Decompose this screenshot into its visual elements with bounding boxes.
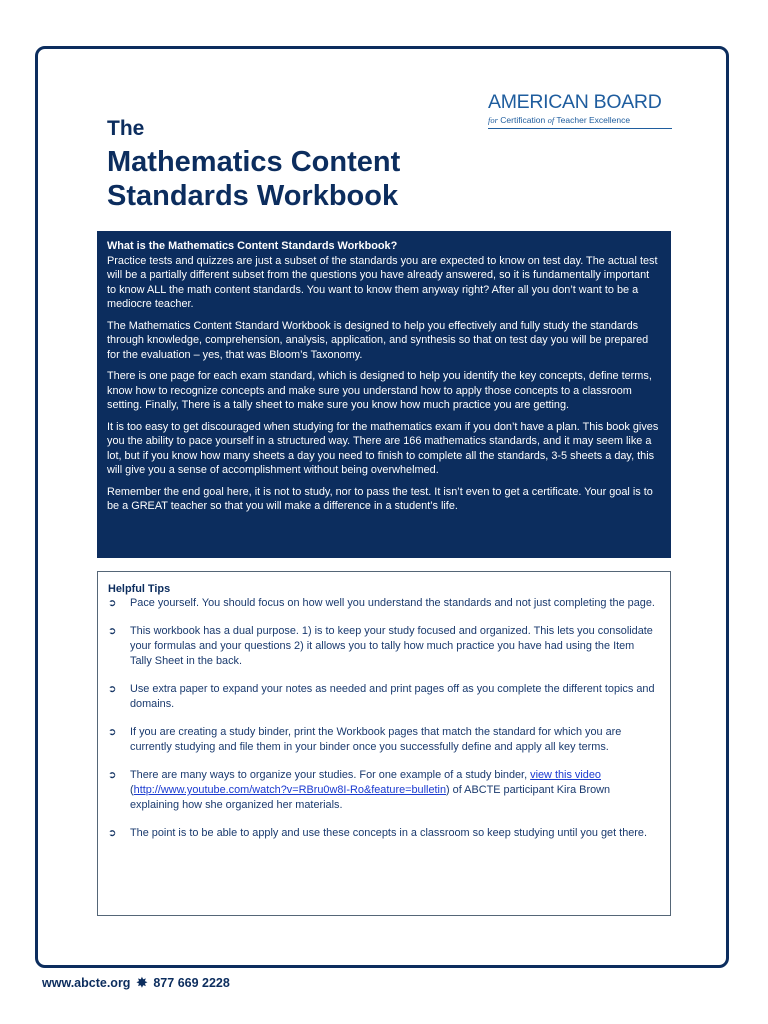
tip-item (108, 682, 658, 712)
intro-heading: What is the Mathematics Content Standards Workbook? (107, 240, 398, 252)
title-prefix: The (107, 117, 145, 140)
american-board-logo (488, 92, 676, 129)
tip-item (108, 826, 658, 841)
intro-paragraph: The Mathematics Content Standard Workbook is designed to help you effectively and fully study the standards through knowledge, comprehension, analysis, application, and synthesis so that on test day you will be prepared for the evaluation – yes, that was Bloom’s Taxonomy. (107, 319, 649, 361)
page-title: Mathematics Content Standards Workbook (107, 146, 401, 212)
tips-heading: Helpful Tips (108, 583, 171, 595)
tip-item (108, 725, 658, 755)
footer (42, 975, 230, 991)
arrow-bullet-icon: ➲ (108, 626, 117, 637)
intro-box (97, 231, 671, 558)
tip-item (108, 624, 658, 669)
arrow-bullet-icon: ➲ (108, 828, 117, 839)
intro-paragraph: Practice tests and quizzes are just a subset of the standards you are expected to know on test day. The actual test will be a partially different subset from the questions you have already answered, so it is fundamentally important to know ALL the math content standards. You want to know them anyway right? After all you don’t want to be a mediocre teacher. (107, 254, 658, 310)
intro-paragraph: It is too easy to get discouraged when studying for the mathematics exam if you don’t have a plan. This book gives you the ability to pace yourself in a structured way. There are 166 mathematics standards, and it may seem like a lot, but if you know how many sheets a day you need to finish to complete all the standards, 3-5 sheets a day, this will give you a sense of accomplishment without being overwhelmed. (107, 420, 659, 476)
logo-of: of (547, 115, 555, 125)
tip-paren-open: ( (130, 784, 134, 796)
tips-list (108, 596, 658, 841)
tip-text-before-link: There are many ways to organize your studies. For one example of a study binder, (130, 769, 531, 781)
footer-phone: 877 669 2228 (153, 976, 230, 990)
tip-text: If you are creating a study binder, print the Workbook pages that match the standard for which you are currently studying and file them in your binder once you successfully define and apply all key terms. (130, 726, 622, 753)
tip-text: Pace yourself. You should focus on how well you understand the standards and not just completing the page. (130, 597, 655, 609)
logo-teacher-excellence: Teacher Excellence (556, 115, 631, 125)
arrow-bullet-icon: ➲ (108, 770, 117, 781)
tip-text-after-link: ) of ABCTE participant Kira Brown explaining how she organized her materials. (130, 784, 611, 811)
footer-website: www.abcte.org (42, 976, 131, 990)
view-video-link[interactable]: view this video (530, 769, 601, 781)
tip-text: Use extra paper to expand your notes as needed and print pages off as you complete the different topics and domains. (130, 683, 655, 710)
tip-item-video (108, 768, 658, 813)
logo-for: for (488, 115, 498, 125)
tip-text: The point is to be able to apply and use these concepts in a classroom so keep studying until you get there. (130, 827, 648, 839)
intro-paragraph: Remember the end goal here, it is not to study, nor to pass the test. It isn’t even to get a certificate. Your goal is to be a GREAT teacher so that you will make a difference in a student’s life. (107, 485, 653, 512)
tip-text: This workbook has a dual purpose. 1) is to keep your study focused and organized. This lets you consolidate your formulas and your questions 2) it allows you to tally how much practice you have had using the Item Tally Sheet in the back. (130, 625, 653, 667)
logo-subtitle (488, 112, 676, 126)
logo-underline (488, 128, 672, 129)
star-separator-icon: ✸ (136, 975, 148, 990)
arrow-bullet-icon: ➲ (108, 727, 117, 738)
youtube-url-link[interactable]: http://www.youtube.com/watch?v=RBru0w8I-Ro&feature=bulletin (133, 784, 447, 796)
helpful-tips-box (97, 571, 671, 916)
logo-main-text: AMERICAN BOARD (488, 91, 662, 113)
logo-certification: Certification (500, 115, 546, 125)
tip-item (108, 596, 658, 611)
arrow-bullet-icon: ➲ (108, 684, 117, 695)
arrow-bullet-icon: ➲ (108, 598, 117, 609)
intro-paragraph: There is one page for each exam standard, which is designed to help you identify the key concepts, define terms, know how to recognize concepts and make sure you understand how to apply those concepts to a classroom setting. Finally, There is a tally sheet to make sure you know how much practice you are getting. (107, 370, 652, 411)
